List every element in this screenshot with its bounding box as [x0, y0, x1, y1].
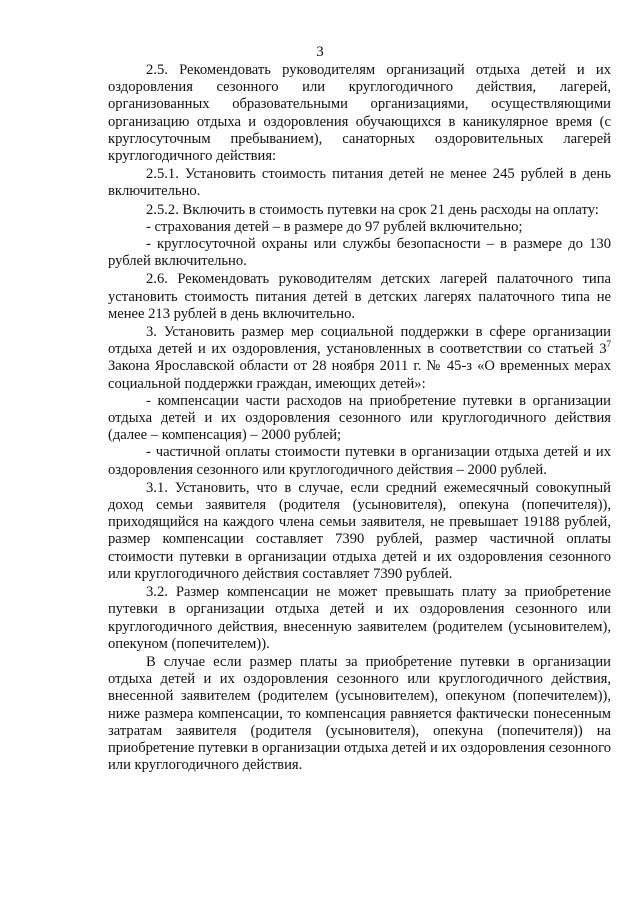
- paragraph-2-5: 2.5. Рекомендовать руководителям организаций отдыха детей и их оздоровления сезонного или круглогодичного действия, лагерей, организованных образовательными организациями, осуществляющими организацию отдыха и оздоровления обучающихся в каникулярное время (с круглосуточным пребыванием), санаторных оздоровительных лагерей круглогодичного действия:: [108, 62, 611, 165]
- paragraph-3-compensation: - компенсации части расходов на приобретение путевки в организации отдыха детей и их оздоровления сезонного или круглогодичного действия (далее – компенсация) – 2000 рублей;: [108, 392, 611, 444]
- page-number: 3: [316, 44, 324, 60]
- paragraph-3-text: 3. Установить размер мер социальной поддержки в сфере организации отдыха детей и их оздоровления, установленных в соответствии со статьей 3: [108, 324, 611, 358]
- paragraph-3-text-after: Закона Ярославской области от 28 ноября 2011 г. № 45-з «О временных мерах социальной поддержки граждан, имеющих детей»:: [108, 358, 611, 392]
- paragraph-3-2: 3.2. Размер компенсации не может превышать плату за приобретение путевки в организации отдыха детей и их оздоровления сезонного или круглогодичного действия, внесенную заявителем (родителем (усыновителем), опекуном (попечителем)).: [108, 584, 611, 652]
- paragraph-3-2-continued: В случае если размер платы за приобретение путевки в организации отдыха детей и их оздоровления сезонного или круглогодичного действия, внесенной заявителем (родителем (усыновителем), опекуном (попечителем)), ниже размера компенсации, то компенсация равняется фактически понесенным затратам заявителя (родителя (усыновителя), опекуна (попечителя)) на приобретение путевки в организации отдыха детей и их оздоровления сезонного или круглогодичного действия.: [108, 653, 611, 774]
- paragraph-2-5-2-security: - круглосуточной охраны или службы безопасности – в размере до 130 рублей включительно.: [108, 236, 611, 270]
- paragraph-3-partial-payment: - частичной оплаты стоимости путевки в организации отдыха детей и их оздоровления сезонного или круглогодичного действия – 2000 рублей.: [108, 444, 611, 478]
- paragraph-2-5-2-insurance: - страхования детей – в размере до 97 рублей включительно;: [146, 218, 523, 235]
- paragraph-2-6: 2.6. Рекомендовать руководителям детских лагерей палаточного типа установить стоимость питания детей в детских лагерях палаточного типа не менее 213 рублей в день включительно.: [108, 271, 611, 322]
- paragraph-2-5-1: 2.5.1. Установить стоимость питания детей не менее 245 рублей в день включительно.: [108, 166, 611, 200]
- document-body: [108, 62, 611, 774]
- paragraph-2-5-2: 2.5.2. Включить в стоимость путевки на срок 21 день расходы на оплату:: [146, 201, 599, 218]
- article-superscript: 7: [606, 339, 611, 350]
- paragraph-3-1: 3.1. Установить, что в случае, если средний ежемесячный совокупный доход семьи заявителя (родителя (усыновителя), опекуна (попечителя)), приходящийся на каждого члена семьи заявителя, не превышает 19188 рублей, размер компенсации составляет 7390 рублей, размер частичной оплаты стоимости путевки в организации отдыха детей и их оздоровления сезонного или круглогодичного действия составляет 7390 рублей.: [108, 479, 611, 582]
- paragraph-3: [108, 324, 611, 393]
